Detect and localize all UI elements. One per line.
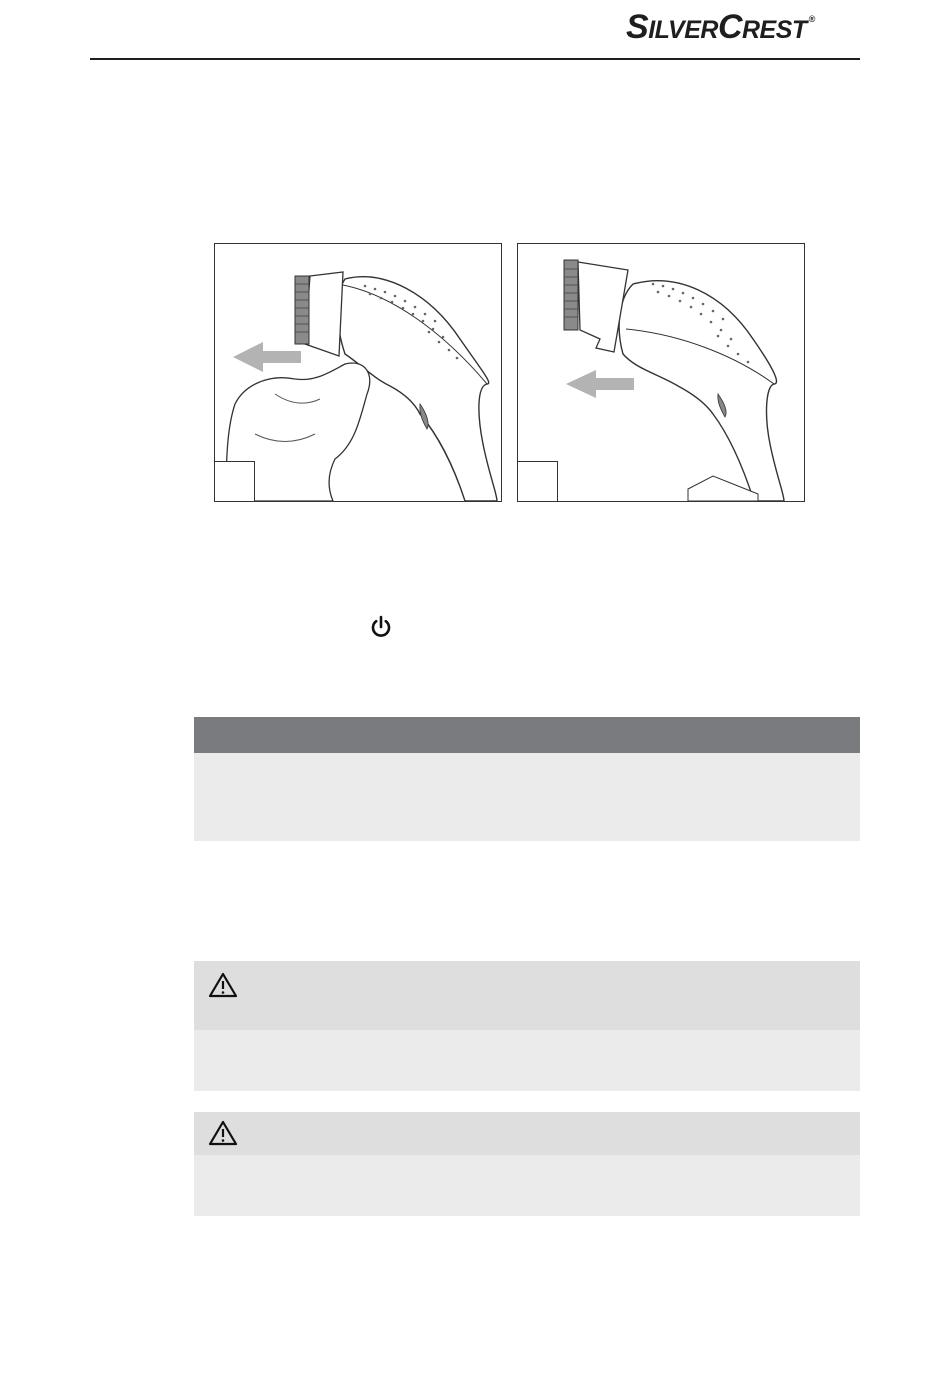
- header-rule: [90, 58, 860, 60]
- brand-logo-letters: ILVER: [648, 16, 718, 44]
- brand-logo: [626, 8, 861, 48]
- figure-number-box: [215, 461, 255, 501]
- brand-logo-letter: C: [717, 8, 742, 46]
- power-icon: [368, 614, 394, 640]
- figure-brush-detached: [517, 243, 805, 502]
- arrow-left-icon: [566, 370, 634, 398]
- warning-box-body: [194, 1155, 860, 1216]
- warning-triangle-icon: [208, 1120, 238, 1146]
- figure-illustration: [215, 244, 501, 501]
- figure-illustration: [518, 244, 804, 501]
- warning-box-header: [194, 1112, 860, 1155]
- note-box-body: [194, 753, 860, 841]
- note-box-header: [194, 717, 860, 753]
- warning-triangle-icon: [208, 972, 238, 998]
- figure-remove-brush-hand: [214, 243, 502, 502]
- registered-mark: ®: [808, 14, 815, 24]
- warning-box-body: [194, 1030, 860, 1091]
- warning-box-header: [194, 961, 860, 1030]
- figure-number-box: [518, 461, 558, 501]
- brand-logo-letters: REST: [742, 16, 807, 44]
- brand-logo-letter: S: [626, 8, 649, 46]
- arrow-left-icon: [233, 342, 301, 372]
